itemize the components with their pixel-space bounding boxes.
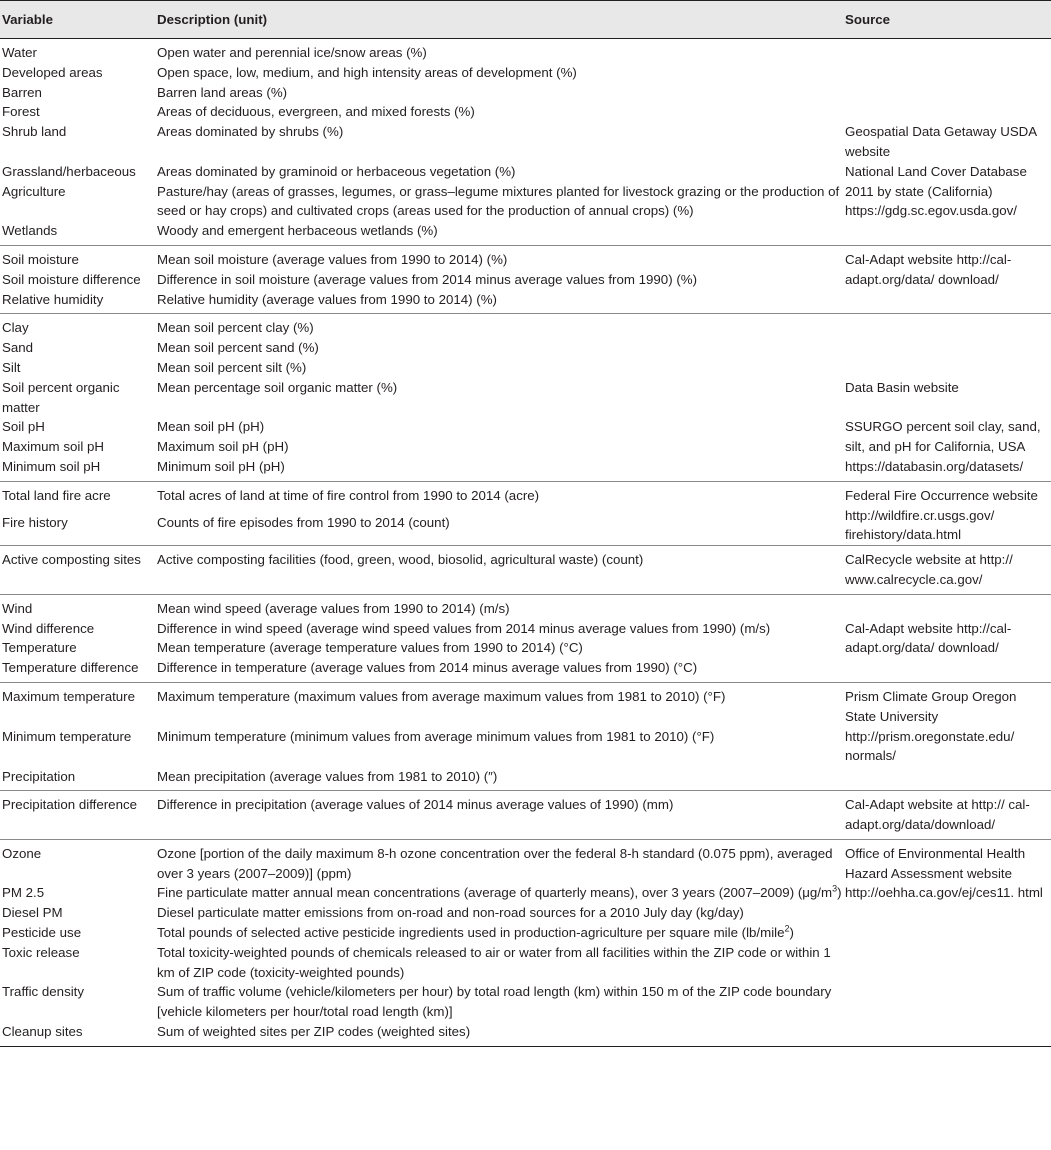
source-cell: Cal-Adapt website http://cal-adapt.org/data/ download/ xyxy=(845,245,1051,313)
source-cell xyxy=(845,83,1051,103)
description-cell: Mean soil percent sand (%) xyxy=(157,340,319,356)
variable-cell: PM 2.5 xyxy=(2,885,45,901)
variable-cell: Minimum temperature xyxy=(2,728,132,744)
variable-cell: Soil moisture difference xyxy=(2,271,141,287)
description-cell: Mean soil percent silt (%) xyxy=(157,359,307,375)
table-row xyxy=(0,338,1051,358)
description-cell: Total toxicity-weighted pounds of chemicals released to air or water from all facilities within the ZIP code or within 1 km of ZIP code (toxicity-weighted pounds) xyxy=(157,944,831,980)
header-source: Source xyxy=(845,1,1051,39)
description-cell: Sum of traffic volume (vehicle/kilometers per hour) by total road length (km) within 150 m of the ZIP code boundary [vehicle kilometers per hour/total road length (km)] xyxy=(157,984,832,1020)
variable-cell: Pesticide use xyxy=(2,925,82,941)
table-row xyxy=(0,839,1051,883)
description-tail: ) xyxy=(837,885,842,901)
source-cell xyxy=(845,39,1051,63)
table-row xyxy=(0,63,1051,83)
table-row xyxy=(0,358,1051,378)
source-cell: Cal-Adapt website at http:// cal-adapt.org/data/download/ xyxy=(845,791,1051,840)
description-cell xyxy=(157,883,845,903)
variable-cell: Wetlands xyxy=(2,223,58,239)
source-cell xyxy=(845,943,1051,983)
variable-cell: Wind difference xyxy=(2,620,95,636)
description-cell: Mean soil pH (pH) xyxy=(157,419,265,435)
table-row xyxy=(0,982,1051,1022)
description-cell: Mean soil percent clay (%) xyxy=(157,314,845,338)
description-cell: Ozone [portion of the daily maximum 8-h ozone concentration over the federal 8-h standard (0.075 ppm), averaged over 3 years (2007–2009)] (ppm) xyxy=(157,839,845,883)
table-row xyxy=(0,417,1051,437)
description-cell: Sum of weighted sites per ZIP codes (weighted sites) xyxy=(157,1024,471,1040)
source-cell: Office of Environmental Health Hazard Assessment website http://oehha.ca.gov/ej/ces11. html xyxy=(845,839,1051,923)
source-cell xyxy=(845,102,1051,122)
variable-cell: Wind xyxy=(0,594,157,618)
variable-cell: Active composting sites xyxy=(0,546,157,595)
table-row xyxy=(0,83,1051,103)
description-tail: ) xyxy=(789,925,794,941)
superscript: 2 xyxy=(784,923,790,934)
variable-cell: Agriculture xyxy=(2,183,66,199)
variable-cell: Grassland/herbaceous xyxy=(2,163,136,179)
variable-cell: Maximum temperature xyxy=(0,682,157,706)
table-row xyxy=(0,39,1051,63)
description-cell: Areas dominated by shrubs (%) xyxy=(157,124,344,140)
variable-cell: Cleanup sites xyxy=(2,1024,83,1040)
description-cell: Difference in wind speed (average wind speed values from 2014 minus average values from 1990) (m/s) xyxy=(157,620,771,636)
variable-cell: Developed areas xyxy=(2,64,103,80)
description-cell: Counts of fire episodes from 1990 to 2014 (count) xyxy=(157,515,450,531)
source-cell: Prism Climate Group Oregon State University http://prism.oregonstate.edu/ normals/ xyxy=(845,682,1051,790)
superscript: 3 xyxy=(832,884,838,895)
description-cell: Mean wind speed (average values from 1990 to 2014) (m/s) xyxy=(157,594,845,618)
variable-cell: Sand xyxy=(2,340,34,356)
variable-cell: Maximum soil pH xyxy=(2,439,104,455)
source-cell: CalRecycle website at http:// www.calrecycle.ca.gov/ xyxy=(845,546,1051,595)
table-row xyxy=(0,923,1051,943)
table-row xyxy=(0,791,1051,840)
source-cell xyxy=(845,923,1051,943)
variable-cell: Minimum soil pH xyxy=(2,458,101,474)
description-text: Total pounds of selected active pesticide ingredients used in production-agriculture per square mile (lb/mile xyxy=(157,925,785,941)
description-cell: Minimum soil pH (pH) xyxy=(157,458,285,474)
table-row xyxy=(0,682,1051,706)
description-cell: Mean precipitation (average values from 1981 to 2010) (″) xyxy=(157,768,498,784)
table-row xyxy=(0,378,1051,418)
description-cell: Difference in precipitation (average values of 2014 minus average values of 1990) (mm) xyxy=(157,791,845,840)
source-cell xyxy=(845,338,1051,358)
source-cell xyxy=(845,982,1051,1022)
table-row xyxy=(0,314,1051,338)
table-row xyxy=(0,245,1051,269)
description-cell: Woody and emergent herbaceous wetlands (%) xyxy=(157,223,438,239)
variable-cell: Soil moisture xyxy=(0,245,157,269)
description-cell: Open water and perennial ice/snow areas (%) xyxy=(157,39,845,63)
description-cell: Mean soil moisture (average values from 1990 to 2014) (%) xyxy=(157,245,845,269)
table-row xyxy=(0,546,1051,595)
variable-cell: Ozone xyxy=(0,839,157,883)
source-cell: Cal-Adapt website http://cal-adapt.org/data/ download/ xyxy=(845,620,1012,656)
description-cell: Mean percentage soil organic matter (%) xyxy=(157,379,398,395)
source-cell: Data Basin website xyxy=(845,379,959,395)
source-cell xyxy=(845,1022,1051,1046)
variable-cell: Forest xyxy=(2,104,40,120)
variable-cell: Traffic density xyxy=(2,984,85,1000)
variable-cell: Soil pH xyxy=(2,419,45,435)
table-row xyxy=(0,594,1051,618)
table-row xyxy=(0,943,1051,983)
source-cell xyxy=(845,594,1051,618)
source-cell xyxy=(845,314,1051,338)
source-cell: SSURGO percent soil clay, sand, silt, and pH for California, USA https://databasin.org/datasets/ xyxy=(845,419,1041,474)
description-cell: Total acres of land at time of fire control from 1990 to 2014 (acre) xyxy=(157,481,845,513)
header-description: Description (unit) xyxy=(157,1,845,39)
description-cell: Relative humidity (average values from 1990 to 2014) (%) xyxy=(157,291,497,307)
description-cell: Diesel particulate matter emissions from on-road and non-road sources for a 2010 July day (kg/day) xyxy=(157,905,744,921)
variable-cell: Precipitation xyxy=(2,768,76,784)
table-row xyxy=(0,162,1051,182)
description-cell: Difference in temperature (average values from 2014 minus average values from 1990) (°C) xyxy=(157,660,698,676)
source-cell xyxy=(845,63,1051,83)
description-text: Fine particulate matter annual mean concentrations (average of quarterly means), over 3 years (2007–2009) (μg/m xyxy=(157,885,833,901)
variable-cell: Total land fire acre xyxy=(0,481,157,513)
variable-cell: Shrub land xyxy=(2,124,67,140)
description-cell: Maximum soil pH (pH) xyxy=(157,439,289,455)
variable-cell: Fire history xyxy=(2,515,68,531)
table-row xyxy=(0,122,1051,162)
description-cell: Mean temperature (average temperature values from 1990 to 2014) (°C) xyxy=(157,640,583,656)
source-cell: National Land Cover Database 2011 by state (California) https://gdg.sc.egov.usda.gov/ xyxy=(845,163,1027,219)
table-row xyxy=(0,481,1051,513)
table-header xyxy=(0,1,1051,39)
source-cell: Federal Fire Occurrence website http://wildfire.cr.usgs.gov/ firehistory/data.html xyxy=(845,481,1051,545)
description-cell: Areas dominated by graminoid or herbaceous vegetation (%) xyxy=(157,163,516,179)
description-cell: Barren land areas (%) xyxy=(157,84,288,100)
variable-cell: Temperature xyxy=(2,640,77,656)
variable-cell: Barren xyxy=(2,84,42,100)
table-body xyxy=(0,39,1051,1047)
variable-cell: Relative humidity xyxy=(2,291,104,307)
source-cell xyxy=(845,358,1051,378)
description-cell: Areas of deciduous, evergreen, and mixed forests (%) xyxy=(157,104,475,120)
table-row xyxy=(0,102,1051,122)
variable-cell: Soil percent organic matter xyxy=(2,379,120,415)
description-cell: Pasture/hay (areas of grasses, legumes, or grass–legume mixtures planted for livestock grazing or the production of seed or hay crops) and cultivated crops (areas used for the production of annual crops) (%) xyxy=(157,183,840,219)
description-cell: Minimum temperature (minimum values from average minimum values from 1981 to 2010) (°F) xyxy=(157,728,715,744)
variable-cell: Silt xyxy=(2,359,21,375)
description-cell xyxy=(157,923,845,943)
variable-cell: Toxic release xyxy=(2,944,80,960)
variable-cell: Temperature difference xyxy=(2,660,139,676)
source-cell: Geospatial Data Getaway USDA website xyxy=(845,124,1037,159)
variable-cell: Precipitation difference xyxy=(0,791,157,840)
description-cell: Active composting facilities (food, green, wood, biosolid, agricultural waste) (count) xyxy=(157,546,845,595)
description-cell: Open space, low, medium, and high intensity areas of development (%) xyxy=(157,64,577,80)
variable-cell: Diesel PM xyxy=(2,905,63,921)
header-variable: Variable xyxy=(0,1,157,39)
table-row xyxy=(0,1022,1051,1046)
description-cell: Maximum temperature (maximum values from average maximum values from 1981 to 2010) (°F) xyxy=(157,682,845,706)
variable-cell: Water xyxy=(0,39,157,63)
table-row xyxy=(0,619,1051,639)
description-cell: Difference in soil moisture (average values from 2014 minus average values from 1990) (%) xyxy=(157,271,698,287)
variable-cell: Clay xyxy=(0,314,157,338)
